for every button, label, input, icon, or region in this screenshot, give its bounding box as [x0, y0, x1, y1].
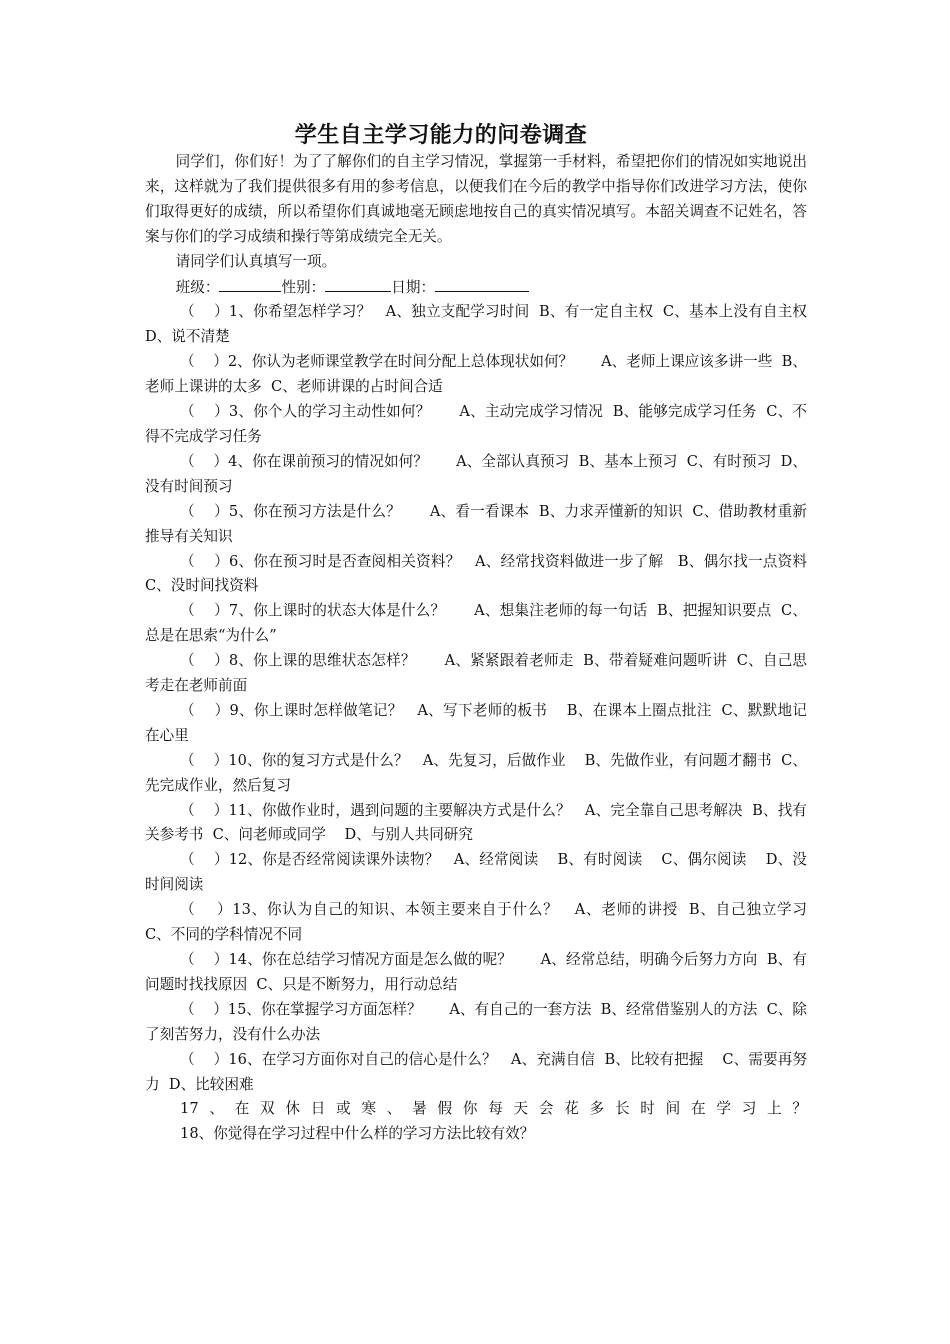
- question-item: （ ）2、你认为老师课堂教学在时间分配上总体现状如何？ A、老师上课应该多讲一些 B、老师上课讲的太多 C、老师讲课的占时间合适: [145, 353, 807, 396]
- question-item: （ ）16、在学习方面你对自己的信心是什么？ A、充满自信 B、比较有把握 C、需要再努力 D、比较困难: [145, 1050, 807, 1093]
- class-label: 班级：: [175, 278, 220, 296]
- question-item: （ ）14、你在总结学习情况方面是怎么做的呢？ A、经常总结，明确今后努力方向 B、有问题时找找原因 C、只是不断努力，用行动总结: [145, 951, 807, 993]
- gender-label: 性别：: [281, 278, 326, 296]
- question-item: （ ）8、你上课的思维状态怎样？ A、紧紧跟着老师走 B、带着疑难问题听讲 C、自己思考走在老师前面: [145, 652, 807, 695]
- question-item: （ ）4、你在课前预习的情况如何？ A、全部认真预习 B、基本上预习 C、有时预习 D、没有时间预习: [145, 452, 807, 495]
- question-list: [145, 300, 821, 1147]
- open-question-item: 18、你觉得在学习过程中什么样的学习方法比较有效？: [180, 1125, 535, 1143]
- question-item: （ ）6、你在预习时是否查阅相关资料？ A、经常找资料做进一步了解 B、偶尔找一点资料 C、没时间找资料: [145, 552, 817, 595]
- question-item: （ ）13、你认为自己的知识、本领主要来自于什么？ A、老师的讲授 B、自己独立学习 C、不同的学科情况不同: [145, 901, 817, 944]
- question-item: （ ）10、你的复习方式是什么？ A、先复习，后做作业 B、先做作业，有问题才翻书 C、先完成作业，然后复习: [145, 751, 807, 794]
- info-fields-line: [145, 275, 807, 301]
- question-item: （ ）15、你在掌握学习方面怎样？ A、有自己的一套方法 B、经常借鉴别人的方法 C、除了刻苦努力，没有什么办法: [145, 1000, 807, 1043]
- question-item: （ ）12、你是否经常阅读课外读物？ A、经常阅读 B、有时阅读 C、偶尔阅读 D、没时间阅读: [145, 851, 807, 894]
- question-item: （ ）9、你上课时怎样做笔记？ A、写下老师的板书 B、在课本上圈点批注 C、默默地记在心里: [145, 701, 807, 744]
- instruction-text: 请同学们认真填写一项。: [175, 252, 337, 270]
- question-item: （ ）7、你上课时的状态大体是什么？ A、想集注老师的每一句话 B、把握知识要点 C、总是在思索“为什么”: [145, 602, 807, 645]
- intro-paragraph: 同学们，你们好！为了了解你们的自主学习情况，掌握第一手材料，希望把你们的情况如实地说出来，这样就为了我们提供很多有用的参考信息，以便我们在今后的教学中指导你们改进学习方法，使你们取得更好的成绩，所以希望你们真诚地毫无顾虑地按自己的真实情况填写。本韶关调查不记姓名，答案与你们的学习成绩和操行等第成绩完全无关。: [145, 153, 807, 245]
- question-item: （ ）3、你个人的学习主动性如何？ A、主动完成学习情况 B、能够完成学习任务 C、不得不完成学习任务: [145, 403, 807, 445]
- document-page: [145, 120, 821, 1147]
- question-item: （ ）5、你在预习方法是什么？ A、看一看课本 B、力求弄懂新的知识 C、借助教材重新推导有关知识: [145, 502, 807, 545]
- open-question-item: 17、在双休日或寒、暑假你每天会花多长时间在学习上？: [180, 1100, 807, 1118]
- date-label: 日期：: [391, 278, 436, 296]
- class-blank[interactable]: [219, 275, 281, 292]
- page-title: 学生自主学习能力的问卷调查: [294, 122, 588, 148]
- question-item: （ ）11、你做作业时，遇到问题的主要解决方式是什么？ A、完全靠自己思考解决 B、找有关参考书 C、问老师或同学 D、与别人共同研究: [145, 801, 807, 844]
- gender-blank[interactable]: [325, 275, 391, 292]
- date-blank[interactable]: [435, 275, 529, 292]
- question-item: （ ）1、你希望怎样学习？ A、独立支配学习时间 B、有一定自主权 C、基本上没有自主权 D、说不清楚: [145, 303, 821, 346]
